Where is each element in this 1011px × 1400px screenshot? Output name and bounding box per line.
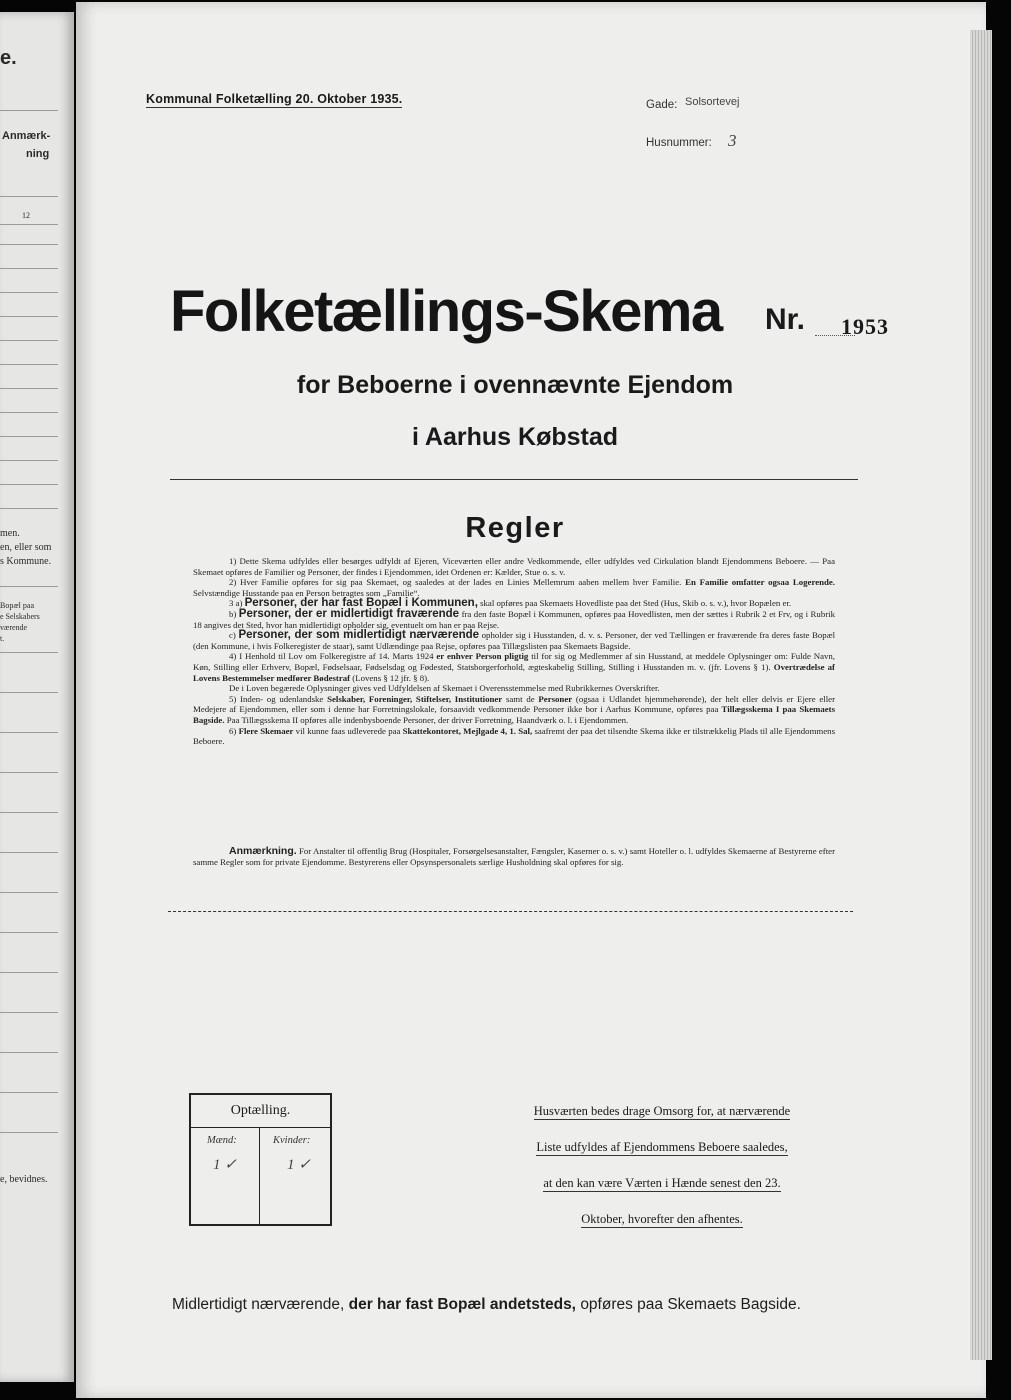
rule-5: 5) Inden- og udenlandske Selskaber, Foreninger, Stiftelser, Institutioner samt de Personer (ogsaa i Udlandet hjemmehørende), der helt eller delvis er Ejere eller Medejere af Ejendommen, eller som i denne har Forretningslokale, forsaavidt vedkommende Personer ikke bor i Aarhus Kommune, opføres paa Tillægsskema I paa Skemaets Bagside. Paa Tillægsskema II opføres alle indenbysboende Personer, der driver Forretning, Haandværk o. l. i Ejendommen.: [193, 693, 836, 725]
left-rule: [0, 1012, 58, 1013]
rule-3a: 3 a) Personer, der har fast Bopæl i Kommunen, skal opføres paa Skemaets Hovedliste paa det Sted (Hus, Skib o. s. v.), hvor Bopælen er.: [229, 597, 792, 610]
left-rule: [0, 460, 58, 461]
house-number-value: 3: [728, 131, 737, 150]
men-count: 1 ✓: [213, 1157, 237, 1173]
left-rule: [0, 772, 58, 773]
left-rule: [0, 436, 58, 437]
form-number-value: 1953: [841, 314, 889, 339]
form-number-label: Nr.: [765, 303, 806, 336]
annotation-paragraph: [193, 846, 835, 868]
left-rule: [0, 1092, 58, 1093]
left-rule: [0, 244, 58, 245]
notice-line: at den kan være Værten i Hænde senest den 23.: [543, 1176, 781, 1190]
left-rule: [0, 508, 58, 509]
rule-2: 2) Hver Familie opføres for sig paa Skemaet, og saaledes at der lades en Linies Mellemrum aaben mellem hver Familie. En Familie omfatter ogsaa Logerende. Selvstændige Husstande paa en Person betragtes som „Familie“.: [193, 577, 835, 598]
left-rule: [0, 316, 58, 317]
form-subtitle: for Beboerne i ovennævnte Ejendom: [296, 371, 734, 399]
count-box-divider: [259, 1127, 260, 1224]
notice-line: Liste udfyldes af Ejendommens Beboere saaledes,: [536, 1140, 788, 1154]
left-rule: [0, 484, 58, 485]
left-note: e, bevidnes.: [0, 1174, 48, 1185]
left-rule: [0, 224, 58, 225]
women-count: 1 ✓: [287, 1157, 311, 1173]
left-rule: [0, 110, 58, 111]
left-note: t.: [0, 634, 5, 643]
notice-line: Husværten bedes drage Omsorg for, at nærværende: [533, 1104, 791, 1118]
left-rule: [0, 932, 58, 933]
rules-text: [193, 556, 835, 747]
count-box-title: Optælling.: [230, 1103, 291, 1118]
left-rule: [0, 388, 58, 389]
census-header: Kommunal Folketælling 20. Oktober 1935.: [146, 92, 403, 106]
rule-3b: b) Personer, der er midlertidigt fraværende fra den faste Bopæl i Kommunen, opføres paa Hovedlisten, men der sættes i Rubrik 2 et Frv, og i Rubrik 18 angives det Sted, hvor han midlertidigt opholder sig, eventuelt om han er paa Rejse.: [193, 607, 835, 630]
annotation-text: For Anstalter til offentlig Brug (Hospitaler, Forsørgelsesanstalter, Fængsler, Kaserner o. s. v.) samt Hoteller o. l. udfyldes Skemaerne af Bestyrerne efter samme Regler som for private Ejendomme. Bestyrerens eller Opsynspersonalets særlige Husholdning skal opføres for sig.: [193, 846, 835, 867]
left-rule: [0, 364, 58, 365]
count-box-rule: [191, 1127, 330, 1128]
left-rule: [0, 972, 58, 973]
rule-1: 1) Dette Skema udfyldes eller besørges udfyldt af Ejeren, Viceværten eller andre Vedkommende, eller udfyldes ved Cirkulation blandt Ejendommens Beboere. — Paa Skemaet opføres de Familier og Personer, der findes i Ejendommen, idet Ordenen er: Kælder, Stue o. s. v.: [193, 556, 835, 577]
left-rule: [0, 852, 58, 853]
left-note: Bopæl paa: [0, 601, 34, 610]
divider: [168, 911, 853, 912]
form-subtitle-city: i Aarhus Købstad: [411, 423, 619, 451]
street-label: Gade:: [646, 99, 678, 111]
rule-6: 6) Flere Skemaer vil kunne faas udleverede paa Skattekontoret, Mejlgade 4, 1. Sal, saafremt der paa det tilsendte Skema ikke er tilstrækkelig Plads til alle Ejendommens Beboere.: [193, 725, 835, 747]
left-rule: [0, 652, 58, 653]
left-rule: [0, 292, 58, 293]
count-box: [189, 1093, 332, 1226]
left-note: værende: [0, 623, 28, 632]
left-rule: [0, 812, 58, 813]
adjacent-page-fragment: [0, 12, 74, 1382]
form-title: Folketællings-Skema: [170, 279, 722, 344]
left-rule: [0, 692, 58, 693]
left-heading-fragment: e.: [0, 47, 17, 69]
rule-3c: c) Personer, der som midlertidigt nærværende opholder sig i Husstanden, d. v. s. Personer, der ved Tællingen er fraværende fra deres faste Bopæl (den Kommune, i hvis Folkeregister de staar), samt Udlændinge paa Rejse, opføres paa Tillægslisten paa Skemaets Bagside.: [193, 629, 836, 651]
men-label: Mænd:: [207, 1135, 237, 1146]
left-column-label: Anmærk-: [2, 130, 51, 142]
left-note: men.: [0, 528, 20, 539]
left-rule: [0, 732, 58, 733]
left-rule: [0, 412, 58, 413]
left-rule: [0, 1132, 58, 1133]
footer-note: Midlertidigt nærværende, der har fast Bopæl andetsteds, opføres paa Skemaets Bagside.: [172, 1296, 801, 1313]
left-rule: [0, 268, 58, 269]
left-rule: [0, 892, 58, 893]
left-note: s Kommune.: [0, 556, 52, 567]
left-column-label: ning: [26, 148, 50, 160]
left-rule: [0, 586, 58, 587]
annotation-label: Anmærkning.: [229, 845, 297, 857]
street-value: Solsortevej: [685, 96, 740, 108]
notice-line: Oktober, hvorefter den afhentes.: [581, 1212, 743, 1226]
left-rule: [0, 196, 58, 197]
women-label: Kvinder:: [273, 1135, 311, 1146]
left-column-number: 12: [22, 211, 30, 220]
left-rule: [0, 1052, 58, 1053]
rules-heading: Regler: [465, 512, 565, 544]
left-rule: [0, 340, 58, 341]
house-number-label: Husnummer:: [646, 137, 712, 149]
left-note: en, eller som: [0, 542, 52, 553]
divider: [170, 479, 858, 480]
left-note: e Selskabers: [0, 612, 40, 621]
page-edges: [970, 30, 992, 1360]
rule-4-note: De i Loven begærede Oplysninger gives ved Udfyldelsen af Skemaet i Overensstemmelse med Rubrikkernes Overskrifter.: [229, 683, 660, 694]
rule-4: 4) I Henhold til Lov om Folkeregistre af 14. Marts 1924 er enhver Person pligtig til for sig og Medlemmer af sin Husstand, at meddele Oplysninger om: Fulde Navn, Køn, Stilling eller Erhverv, Bopæl, Fødselsaar, Fødselsdag og Fødested, Statsborgerforhold, ægteskabelig Stilling, Stilling i Husstanden m. v. (jfr. Lovens § 1). Overtrædelse af Lovens Bestemmelser medfører Bødestraf (Lovens § 12 jfr. § 8).: [193, 651, 835, 683]
